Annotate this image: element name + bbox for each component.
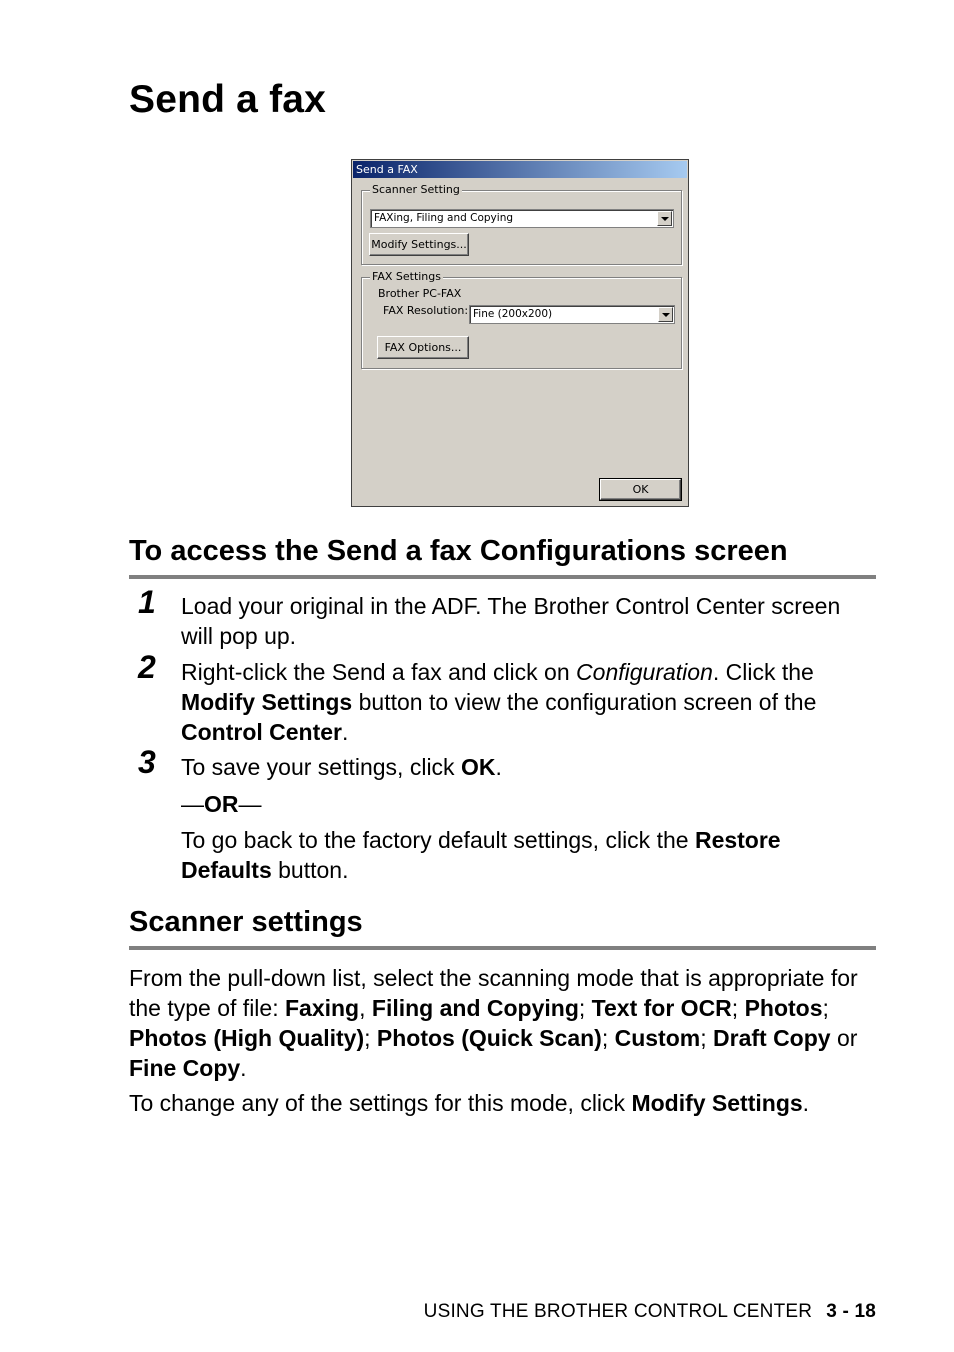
send-a-fax-dialog — [351, 159, 689, 507]
ok-button[interactable]: OK — [600, 479, 681, 500]
step-number: 1 — [138, 584, 156, 620]
chevron-down-icon[interactable] — [657, 211, 672, 226]
step-number: 2 — [138, 649, 156, 685]
scanner-mode-select[interactable] — [370, 209, 674, 228]
fax-resolution-select[interactable] — [469, 305, 675, 324]
page-footer — [424, 1301, 876, 1323]
footer-chapter: USING THE BROTHER CONTROL CENTER — [423, 1301, 813, 1322]
or-separator: —OR— — [181, 791, 262, 817]
page-title: Send a fax — [129, 78, 327, 121]
chevron-down-icon[interactable] — [658, 307, 673, 322]
scanner-modes-text: From the pull-down list, select the scanning mode that is appropriate for the type of file: Faxing, Filing and Copying; Text for OCR; Photos; Photos (High Quality); Photos (Quick Scan); Custom; Draft Copy or Fine Copy. — [129, 965, 858, 1081]
section-rule — [129, 946, 876, 950]
fax-settings-group — [361, 270, 682, 369]
section-heading-scanner: Scanner settings — [129, 906, 363, 938]
step-text: Right-click the Send a fax and click on Configuration. Click the Modify Settings button to view the configuration screen of the Control Center. — [181, 659, 817, 745]
fax-settings-legend: FAX Settings — [372, 270, 441, 283]
fax-driver-label: Brother PC-FAX — [378, 287, 462, 300]
scanner-mode-value: FAXing, Filing and Copying — [374, 212, 514, 224]
restore-text: To go back to the factory default settings, click the Restore Defaults button. — [181, 827, 781, 883]
section-rule — [129, 575, 876, 579]
step-text: To save your settings, click OK. — [181, 754, 502, 780]
step-number: 3 — [138, 744, 156, 780]
modify-settings-button[interactable]: Modify Settings... — [369, 233, 469, 256]
scanner-setting-legend: Scanner Setting — [372, 183, 460, 196]
fax-resolution-label: FAX Resolution: — [383, 304, 469, 317]
modify-settings-text: To change any of the settings for this mode, click Modify Settings. — [129, 1090, 810, 1116]
dialog-titlebar: Send a FAX — [353, 161, 687, 178]
page-number: 3 - 18 — [826, 1301, 876, 1322]
step-text: Load your original in the ADF. The Brother Control Center screen will pop up. — [181, 593, 841, 649]
fax-options-button[interactable]: FAX Options... — [377, 336, 469, 359]
scanner-setting-group — [361, 183, 682, 265]
section-heading-access: To access the Send a fax Configurations screen — [129, 535, 788, 567]
fax-resolution-value: Fine (200x200) — [473, 308, 553, 320]
